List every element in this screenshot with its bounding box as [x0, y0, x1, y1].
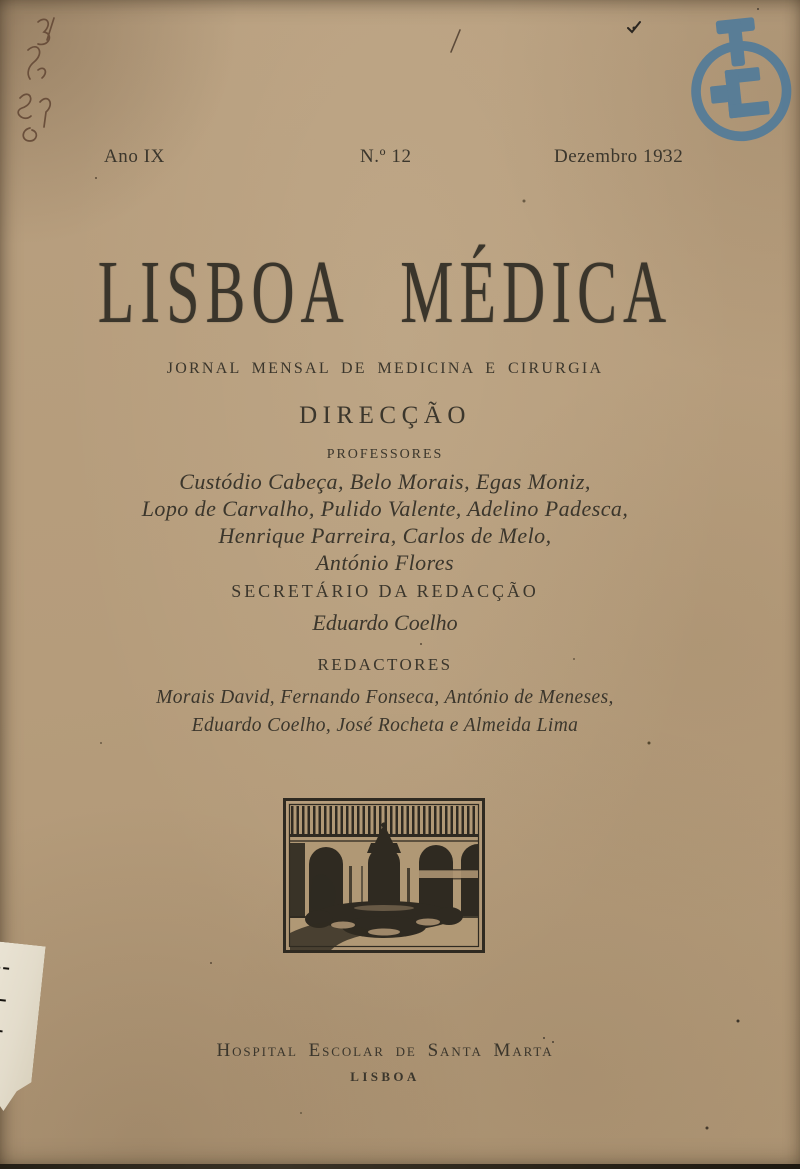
professors-line: Henrique Parreira, Carlos de Melo,	[218, 523, 552, 548]
journal-subtitle: JORNAL MENSAL DE MEDICINA E CIRURGIA	[166, 360, 604, 377]
professors-line: António Flores	[316, 550, 454, 575]
label-dash-line	[0, 965, 9, 969]
label-dash-line	[0, 997, 6, 1001]
professors-line: Custódio Cabeça, Belo Morais, Egas Moniz,	[179, 469, 591, 494]
imprint-city: LISBOA	[350, 1069, 420, 1084]
pencil-slash-icon	[448, 28, 462, 54]
professors-name-list	[0, 468, 770, 576]
pencil-check-icon	[626, 20, 642, 34]
professors-heading: PROFESSORES	[326, 447, 444, 462]
direction-heading: DIRECÇÃO	[299, 402, 471, 429]
cloister-fountain-engraving-icon	[283, 798, 485, 953]
editors-line: Morais David, Fernando Fonseca, António de Meneses,	[156, 687, 614, 708]
date-label: Dezembro 1932	[554, 146, 684, 167]
editors-heading: REDACTORES	[317, 655, 453, 674]
editors-name-list	[0, 684, 770, 740]
imprint-institution: Hospital Escolar de Santa Marta	[216, 1040, 554, 1061]
scan-bottom-edge	[0, 1164, 800, 1169]
label-dash-line	[0, 1028, 3, 1032]
pencil-annotations-icon	[8, 8, 108, 143]
issue-number-label: N.º 12	[360, 146, 412, 167]
edition-label: Ano IX	[104, 146, 165, 167]
library-stamp-icon	[677, 8, 800, 149]
editors-line: Eduardo Coelho, José Rocheta e Almeida Lima	[191, 715, 579, 736]
journal-title: LISBOA MÉDICA	[97, 241, 673, 342]
professors-line: Lopo de Carvalho, Pulido Valente, Adelino Padesca,	[141, 496, 629, 521]
library-label	[0, 940, 46, 1121]
secretary-name: Eduardo Coelho	[312, 610, 458, 635]
paper-specks	[0, 0, 2, 2]
secretary-heading: SECRETÁRIO DA REDACÇÃO	[231, 581, 539, 601]
